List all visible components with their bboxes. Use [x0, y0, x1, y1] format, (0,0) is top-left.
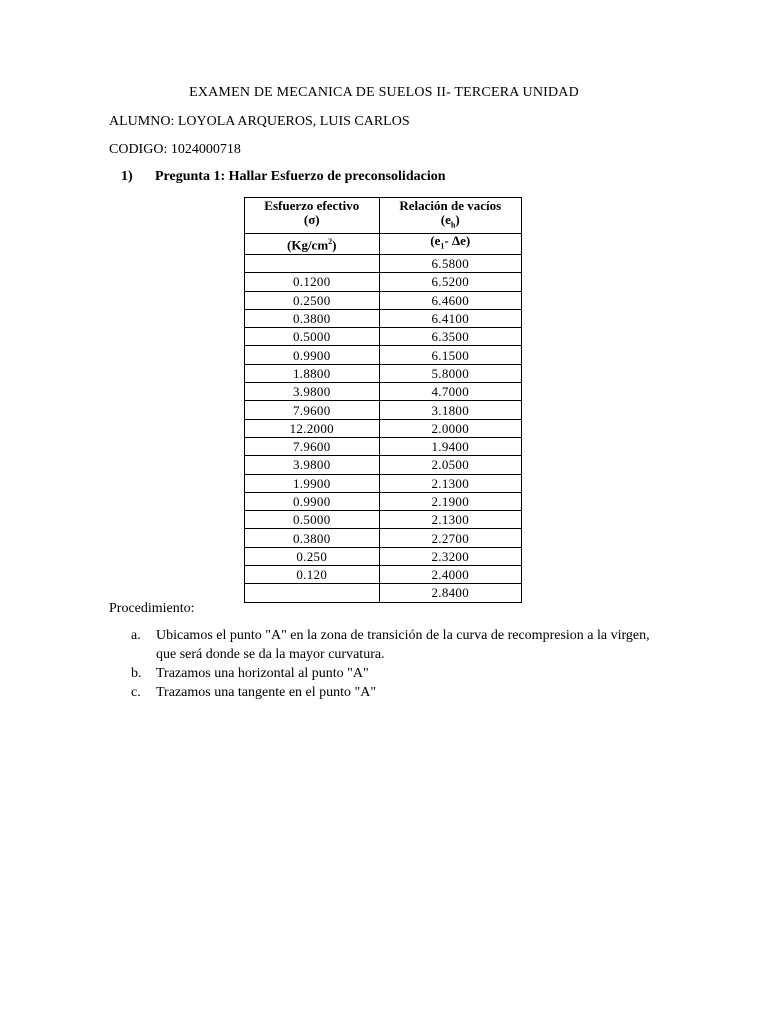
table-row — [245, 291, 522, 309]
table-row — [245, 383, 522, 401]
void-ratio-cell: 6.4600 — [379, 291, 521, 309]
table-row — [245, 328, 522, 346]
stress-cell: 0.5000 — [245, 511, 380, 529]
void-ratio-cell: 2.1300 — [379, 511, 521, 529]
step-marker: c. — [131, 685, 141, 700]
stress-cell: 0.3800 — [245, 309, 380, 327]
step-text: Trazamos una tangente en el punto "A" — [156, 685, 377, 700]
question-heading — [121, 169, 446, 185]
formula-sub: 1 — [440, 241, 445, 251]
student-name: ALUMNO: LOYOLA ARQUEROS, LUIS CARLOS — [109, 114, 410, 129]
table-row — [245, 255, 522, 273]
void-ratio-cell: 2.1900 — [379, 492, 521, 510]
table-row — [245, 419, 522, 437]
table-row — [245, 456, 522, 474]
table-row — [245, 492, 522, 510]
stress-cell: 1.8800 — [245, 364, 380, 382]
student-code: CODIGO: 1024000718 — [109, 142, 241, 157]
header-void-ratio — [379, 198, 521, 234]
symbol-close: ) — [455, 212, 460, 227]
void-ratio-cell: 1.9400 — [379, 437, 521, 455]
stress-cell: 3.9800 — [245, 456, 380, 474]
void-ratio-cell: 6.1500 — [379, 346, 521, 364]
table-row — [245, 364, 522, 382]
void-ratio-cell: 2.2700 — [379, 529, 521, 547]
header-void-ratio-label: Relación de vacíos — [399, 198, 502, 213]
void-ratio-cell: 2.3200 — [379, 547, 521, 565]
symbol-open: (e — [440, 212, 451, 227]
stress-cell: 0.3800 — [245, 529, 380, 547]
stress-cell: 0.5000 — [245, 328, 380, 346]
stress-cell: 7.9600 — [245, 437, 380, 455]
void-ratio-cell: 6.5800 — [379, 255, 521, 273]
formula-open: (e — [430, 233, 441, 249]
header-void-ratio-symbol — [380, 213, 521, 233]
formula-close: - Δe) — [444, 233, 471, 249]
stress-cell: 0.2500 — [245, 291, 380, 309]
procedure-steps — [131, 626, 671, 702]
stress-cell — [245, 255, 380, 273]
stress-cell: 0.9900 — [245, 346, 380, 364]
step-marker: b. — [131, 666, 142, 681]
table-row — [245, 547, 522, 565]
header-stress-symbol: (σ) — [303, 212, 320, 227]
step-text: Trazamos una horizontal al punto "A" — [156, 666, 369, 681]
unit-sup: 2 — [328, 237, 333, 247]
step-text: Ubicamos el punto "A" en la zona de transición de la curva de recompresion a la virgen, que será donde se da la mayor curvatura. — [156, 628, 650, 662]
unit-close: ) — [332, 237, 337, 253]
stress-cell: 7.9600 — [245, 401, 380, 419]
table-row — [245, 401, 522, 419]
document-title: EXAMEN DE MECANICA DE SUELOS II- TERCERA UNIDAD — [189, 85, 579, 100]
stress-cell: 0.1200 — [245, 273, 380, 291]
procedure-step — [131, 683, 671, 702]
header-void-ratio-formula — [379, 234, 521, 255]
void-ratio-cell: 6.3500 — [379, 328, 521, 346]
stress-cell: 12.2000 — [245, 419, 380, 437]
consolidation-table — [244, 197, 522, 603]
table-row — [245, 511, 522, 529]
void-ratio-cell: 5.8000 — [379, 364, 521, 382]
table-row — [245, 309, 522, 327]
void-ratio-cell: 2.0000 — [379, 419, 521, 437]
step-marker: a. — [131, 628, 141, 643]
table-row — [245, 566, 522, 584]
question-text: Pregunta 1: Hallar Esfuerzo de preconsolidacion — [155, 169, 446, 184]
void-ratio-cell: 6.5200 — [379, 273, 521, 291]
symbol-sub: h — [450, 220, 456, 230]
procedure-step — [131, 664, 671, 683]
stress-cell — [245, 584, 380, 602]
table-row — [245, 584, 522, 602]
table-subheader-row — [245, 234, 522, 255]
stress-cell: 3.9800 — [245, 383, 380, 401]
stress-cell: 0.250 — [245, 547, 380, 565]
void-ratio-cell: 3.1800 — [379, 401, 521, 419]
stress-cell: 0.120 — [245, 566, 380, 584]
table-row — [245, 529, 522, 547]
void-ratio-cell: 2.8400 — [379, 584, 521, 602]
table-body — [245, 255, 522, 603]
stress-cell: 0.9900 — [245, 492, 380, 510]
header-stress — [245, 198, 380, 234]
void-ratio-cell: 4.7000 — [379, 383, 521, 401]
table-header-row — [245, 198, 522, 234]
void-ratio-cell: 6.4100 — [379, 309, 521, 327]
void-ratio-cell: 2.0500 — [379, 456, 521, 474]
table-row — [245, 273, 522, 291]
procedure-label: Procedimiento: — [109, 601, 195, 616]
procedure-step — [131, 626, 671, 664]
void-ratio-cell: 2.4000 — [379, 566, 521, 584]
table-row — [245, 346, 522, 364]
table-row — [245, 474, 522, 492]
unit-text: (Kg/cm — [287, 237, 329, 253]
header-stress-unit — [245, 234, 380, 255]
header-stress-label: Esfuerzo efectivo — [264, 198, 360, 213]
void-ratio-cell: 2.1300 — [379, 474, 521, 492]
question-number: 1) — [121, 169, 133, 184]
table-row — [245, 437, 522, 455]
stress-cell: 1.9900 — [245, 474, 380, 492]
